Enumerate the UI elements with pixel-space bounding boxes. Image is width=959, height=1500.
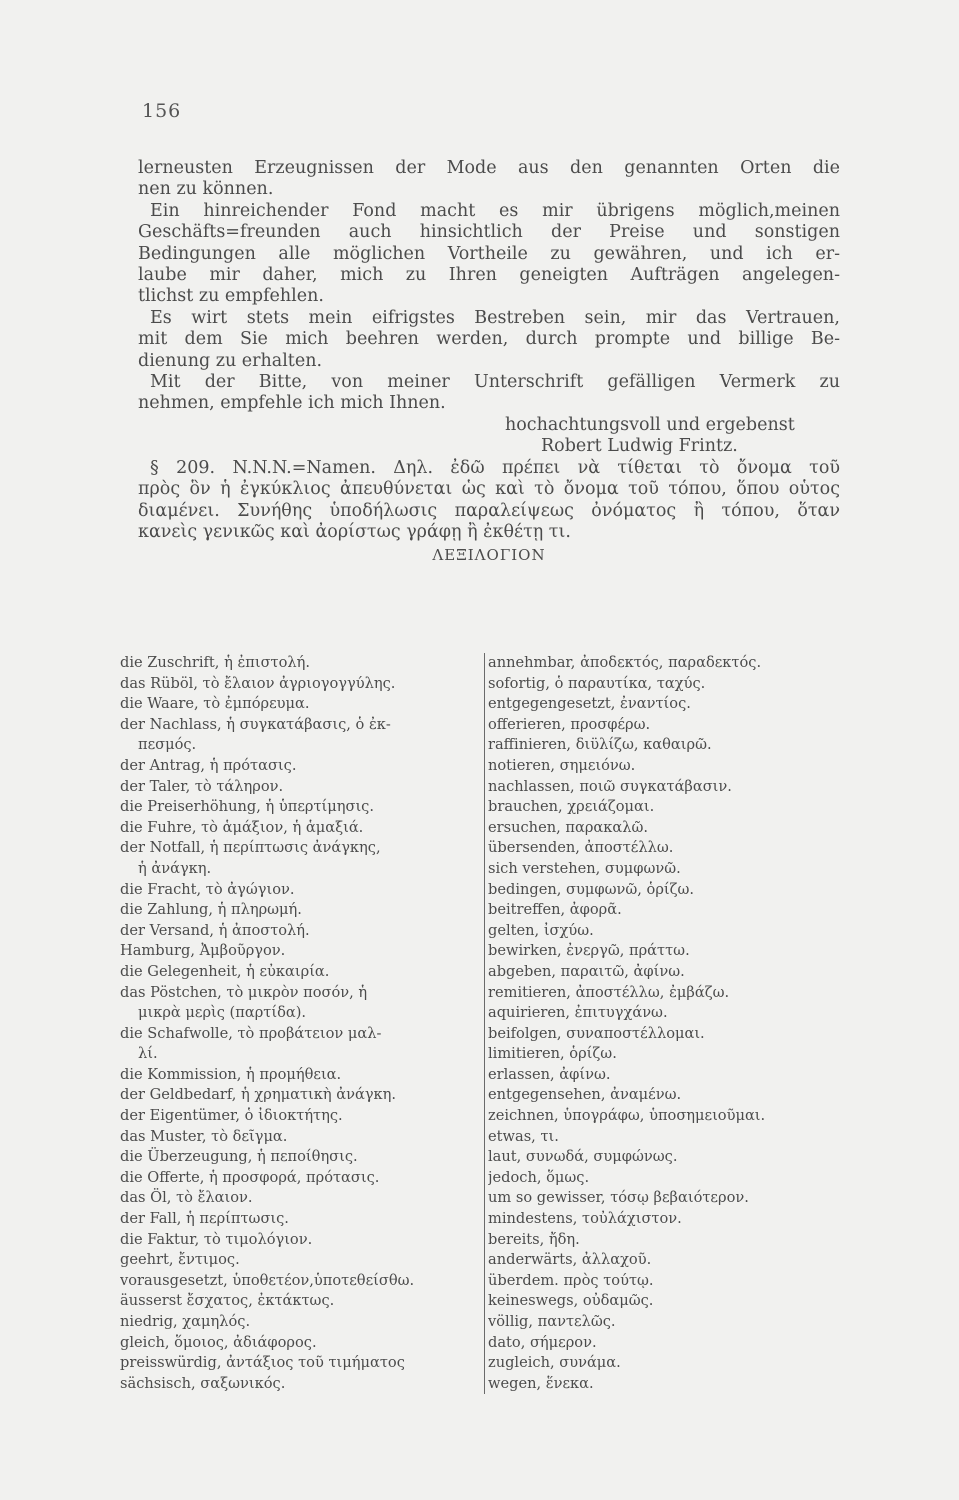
glossary-entry: entgegengesetzt, ἐναντίος.	[488, 695, 691, 713]
body-line: Bedingungen alle möglichen Vortheile zu gewähren, und ich er-	[138, 243, 840, 264]
glossary-entry: der Geldbedarf, ἡ χρηματικὴ ἀνάγκη.	[120, 1086, 397, 1104]
glossary-entry: die Waare, τὸ ἐμπόρευμα.	[120, 695, 310, 713]
glossary-entry: zeichnen, ὑπογράφω, ὑποσημειοῦμαι.	[488, 1107, 766, 1125]
signature: Robert Ludwig Frintz.	[541, 436, 738, 457]
glossary-entry: laut, συνωδά, συμφώνως.	[488, 1148, 678, 1166]
glossary-entry: überdem. πρὸς τούτῳ.	[488, 1271, 654, 1289]
body-line: laube mir daher, mich zu Ihren geneigten Aufträgen angelegen-	[138, 265, 840, 286]
body-line: nehmen, empfehle ich mich Ihnen.	[138, 393, 446, 414]
glossary-entry: zugleich, συνάμα.	[488, 1354, 621, 1372]
glossary-entry: die Faktur, τὸ τιμολόγιον.	[120, 1230, 313, 1248]
glossary-entry: völlig, παντελῶς.	[488, 1313, 616, 1330]
glossary-entry: dato, σήμερον.	[488, 1333, 597, 1351]
glossary-entry: keineswegs, οὐδαμῶς.	[488, 1292, 654, 1310]
glossary-entry: sich verstehen, συμφωνῶ.	[488, 859, 681, 877]
glossary-entry: remitieren, ἀποστέλλω, ἐμβάζω.	[488, 983, 730, 1001]
glossary-entry: abgeben, παραιτῶ, ἀφίνω.	[488, 962, 685, 980]
section-line: πρὸς ὃν ἡ ἐγκύκλιος ἀπευθύνεται ὡς καὶ τὸ ὄνομα τοῦ τόπου, ὅπου οὗτος	[138, 479, 840, 500]
glossary-entry: gelten, ἰσχύω.	[488, 921, 594, 939]
glossary-entry: ἡ ἀνάγκη.	[138, 859, 212, 877]
glossary-entry: um so gewisser, τόσῳ βεβαιότερον.	[488, 1189, 749, 1207]
glossary-right-column	[484, 653, 828, 1394]
body-line: Geschäfts=freunden auch hinsichtlich der Preise und sonstigen	[138, 222, 840, 243]
glossary-entry: bereits, ἤδη.	[488, 1230, 580, 1248]
glossary-entry: erlassen, ἀφίνω.	[488, 1065, 611, 1083]
glossary-entry: Hamburg, Ἀμβοῦργον.	[120, 942, 286, 960]
glossary-entry: offerieren, προσφέρω.	[488, 715, 651, 733]
section-line: § 209. N.N.N.=Namen. Δηλ. ἐδῶ πρέπει νὰ τίθεται τὸ ὄνομα τοῦ	[150, 457, 840, 478]
glossary-left-column	[120, 653, 468, 1394]
glossary-entry: bedingen, συμφωνῶ, ὁρίζω.	[488, 880, 695, 898]
glossary-entry: aquirieren, ἐπιτυγχάνω.	[488, 1004, 668, 1022]
glossary-entry: die Zuschrift, ἡ ἐπιστολή.	[120, 654, 311, 671]
glossary-entry: der Eigentümer, ὁ ἰδιοκτήτης.	[120, 1107, 343, 1125]
glossary-entry: die Kommission, ἡ προμήθεια.	[120, 1065, 342, 1083]
glossary-entry: das Rüböl, τὸ ἔλαιον ἀγριογογγύλης.	[120, 674, 396, 692]
body-line: nen zu können.	[138, 179, 274, 200]
page-number: 156	[142, 100, 182, 122]
glossary-entry: geehrt, ἔντιμος.	[120, 1251, 240, 1269]
glossary-entry: das Muster, τὸ δεῖγμα.	[120, 1127, 288, 1145]
glossary-entry: ersuchen, παρακαλῶ.	[488, 818, 649, 836]
glossary-entry: anderwärts, ἀλλαχοῦ.	[488, 1251, 652, 1269]
section-line: κανεὶς γενικῶς καὶ ἀορίστως γράφῃ ἢ ἐκθέτῃ τι.	[138, 521, 571, 542]
glossary-entry: die Schafwolle, τὸ προβάτειον μαλ-	[120, 1024, 382, 1042]
body-line: mit dem Sie mich beehren werden, durch prompte und billige Be-	[138, 329, 840, 350]
glossary-entry: limitieren, ὁρίζω.	[488, 1045, 617, 1063]
glossary-entry: etwas, τι.	[488, 1127, 559, 1145]
glossary-entry: bewirken, ἐνεργῶ, πράττω.	[488, 942, 690, 960]
glossary-entry: äusserst ἔσχατος, ἐκτάκτως.	[120, 1292, 335, 1310]
body-line: dienung zu erhalten.	[138, 350, 323, 371]
glossary-entry: brauchen, χρειάζομαι.	[488, 798, 655, 816]
glossary-entry: der Notfall, ἡ περίπτωσις ἀνάγκης,	[120, 839, 381, 857]
letter-body	[138, 158, 840, 567]
glossary-entry: die Fracht, τὸ ἀγώγιον.	[120, 880, 295, 898]
body-line: Es wirt stets mein eifrigstes Bestreben sein, mir das Vertrauen,	[150, 307, 840, 328]
closing-line: hochachtungsvoll und ergebenst	[505, 414, 795, 435]
glossary-entry: beifolgen, συναποστέλλομαι.	[488, 1024, 705, 1042]
glossary-entry: die Gelegenheit, ἡ εὐκαιρία.	[120, 962, 330, 980]
glossary-entry: sächsisch, σαξωνικός.	[120, 1374, 286, 1392]
glossary-entry: die Zahlung, ἡ πληρωμή.	[120, 901, 302, 919]
glossary-entry: πεσμός.	[138, 736, 197, 754]
glossary-entry: preisswürdig, ἀντάξιος τοῦ τιμήματος	[120, 1354, 405, 1372]
glossary-entry: der Fall, ἡ περίπτωσις.	[120, 1210, 289, 1228]
glossary-entry: der Antrag, ἡ πρότασις.	[120, 756, 297, 774]
glossary-entry: der Nachlass, ἡ συγκατάβασις, ὁ ἐκ-	[120, 715, 391, 733]
glossary-entry: gleich, ὅμοιος, ἀδιάφορος.	[120, 1333, 317, 1351]
glossary-entry: das Öl, τὸ ἔλαιον.	[120, 1189, 253, 1207]
glossary-entry: die Fuhre, τὸ ἁμάξιον, ἡ ἁμαξιά.	[120, 818, 364, 836]
section-line: διαμένει. Συνήθης ὑποδήλωσις παραλείψεως ὀνόματος ἢ τόπου, ὅταν	[138, 500, 840, 521]
glossary-entry: λί.	[138, 1045, 158, 1063]
glossary-entry: die Preiserhöhung, ἡ ὑπερτίμησις.	[120, 798, 374, 816]
glossary-entry: die Überzeugung, ἡ πεποίθησις.	[120, 1148, 358, 1166]
glossary-entry: sofortig, ὁ παραυτίκα, ταχύς.	[488, 674, 706, 692]
glossary-entry: der Versand, ἡ ἀποστολή.	[120, 921, 310, 939]
glossary-entry: übersenden, ἀποστέλλω.	[488, 839, 674, 857]
glossary-entry: notieren, σημειόνω.	[488, 756, 636, 774]
glossary-entry: beitreffen, ἀφορᾶ.	[488, 901, 622, 919]
body-line: tlichst zu empfehlen.	[138, 286, 324, 307]
glossary-entry: mindestens, τοὐλάχιστον.	[488, 1210, 682, 1228]
glossary-heading: ΛΕΞΙΛΟΓΙΟΝ	[432, 546, 546, 565]
glossary-entry: der Taler, τὸ τάληρον.	[120, 777, 284, 795]
glossary-entry: μικρὰ μερὶς (παρτίδα).	[138, 1004, 307, 1022]
glossary-entry: das Pöstchen, τὸ μικρὸν ποσόν, ἡ	[120, 983, 368, 1001]
glossary-entry: vorausgesetzt, ὑποθετέον,ὑποτεθείσθω.	[120, 1271, 415, 1289]
glossary-entry: jedoch, ὅμως.	[488, 1168, 590, 1186]
body-line: lerneusten Erzeugnissen der Mode aus den genannten Orten die	[138, 158, 840, 178]
glossary-entry: wegen, ἕνεκα.	[488, 1374, 594, 1392]
glossary-entry: entgegensehen, ἀναμένω.	[488, 1086, 682, 1104]
body-line: Ein hinreichender Fond macht es mir übrigens möglich,meinen	[150, 200, 840, 221]
glossary-entry: die Offerte, ἡ προσφορά, πρότασις.	[120, 1168, 380, 1186]
glossary-entry: annehmbar, ἀποδεκτός, παραδεκτός.	[488, 654, 762, 671]
glossary-entry: nachlassen, ποιῶ συγκατάβασιν.	[488, 777, 732, 795]
body-line: Mit der Bitte, von meiner Unterschrift gefälligen Vermerk zu	[150, 372, 840, 393]
glossary-entry: raffinieren, διϋλίζω, καθαιρῶ.	[488, 736, 712, 754]
glossary-entry: niedrig, χαμηλός.	[120, 1313, 251, 1330]
